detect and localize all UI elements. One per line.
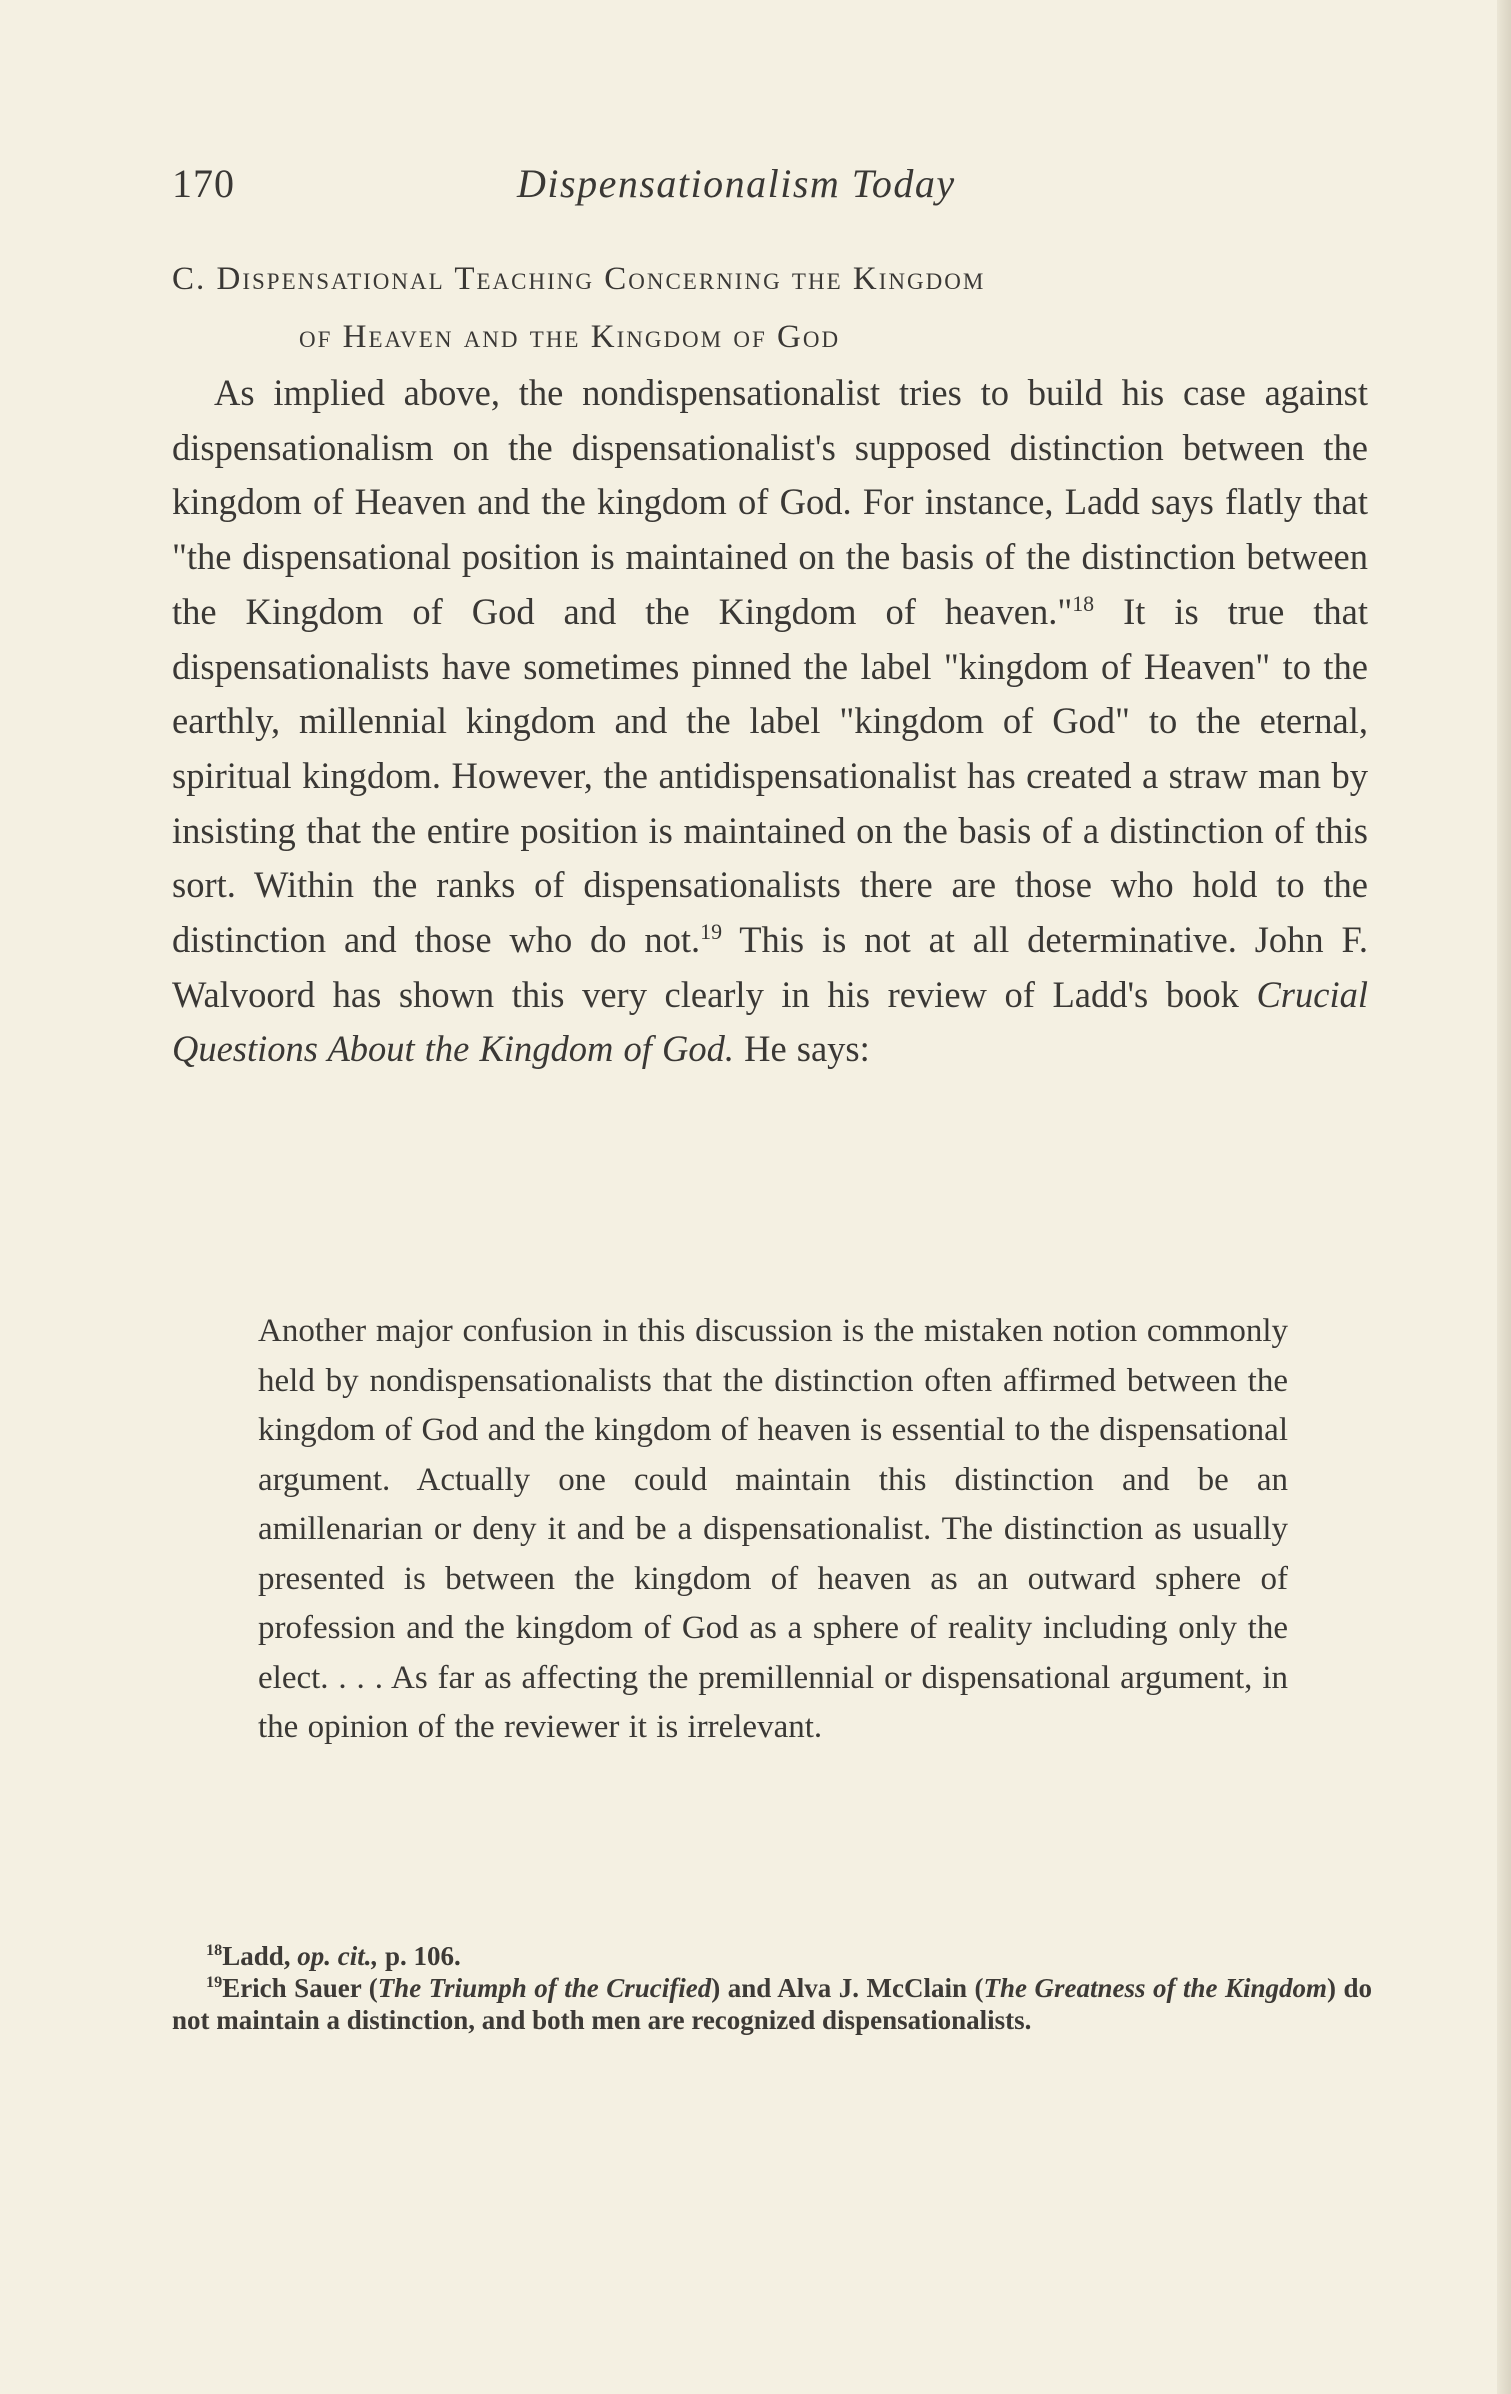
body-text-part: He says:	[733, 1028, 870, 1070]
footnote-text: p. 106.	[378, 1941, 461, 1971]
body-text-part: It is true that dispensationalists have sometimes pinned the label "kingdom of Heaven" to the earthly, millennial kingdom and the label "kingdom of God" to the eternal, spiritual kingdom. However, the antidispensationalist has created a straw man by insisting that the entire position is maintained on the basis of a distinction of this sort. Within the ranks of dispensationalists there are those who hold to the distinction and those who do not.	[172, 590, 1368, 961]
footnote-text: Erich Sauer (	[222, 1973, 378, 2003]
running-head	[172, 160, 1372, 220]
running-title: Dispensationalism Today	[517, 161, 956, 206]
footnote-italic: The Triumph of the Crucified	[377, 1973, 712, 2003]
footnote-italic: op. cit.,	[297, 1941, 379, 1971]
body-paragraph	[172, 366, 1368, 1077]
footnote-number: 18	[206, 1941, 223, 1959]
footnote-number: 19	[206, 1973, 223, 1991]
page-number: 170	[172, 161, 235, 206]
footnote-text: ) and Alva J. McClain (	[711, 1973, 984, 2003]
section-heading	[172, 250, 1372, 366]
footnote-text: ) do not maintain a distinction, and both men are recognized dispensationalists.	[172, 1973, 1372, 2035]
section-heading-line1: C. Dispensational Teaching Concerning the Kingdom	[172, 261, 986, 297]
footnote-italic: The Greatness of the Kingdom	[983, 1973, 1327, 2003]
page-edge	[1497, 0, 1511, 2394]
footnote-ref-18: 18	[1072, 590, 1095, 616]
book-title: Crucial Questions About the Kingdom of God.	[172, 973, 1368, 1070]
footnote-19	[172, 1972, 1372, 2036]
footnotes	[172, 1940, 1372, 2036]
footnote-text: Ladd,	[222, 1941, 298, 1971]
section-heading-line2: of Heaven and the Kingdom of God	[299, 319, 841, 355]
footnote-18	[172, 1940, 1372, 1972]
block-quote: Another major confusion in this discussion is the mistaken notion commonly held by nondispensationalists that the distinction often affirmed between the kingdom of God and the kingdom of heaven is essential to the dispensational argument. Actually one could maintain this distinction and be an amillenarian or deny it and be a dispensationalist. The distinction as usually presented is between the kingdom of heaven as an outward sphere of profession and the kingdom of God as a sphere of reality including only the elect. . . . As far as affecting the premillennial or dispensational argument, in the opinion of the reviewer it is irrelevant.	[258, 1313, 1288, 1745]
body-text-part: As implied above, the nondispensationalist tries to build his case against dispensationalism on the dispensationalist's supposed distinction between the kingdom of Heaven and the kingdom of God. For instance, Ladd says flatly that "the dispensational position is maintained on the basis of the distinction between the Kingdom of God and the Kingdom of heaven."	[172, 372, 1368, 632]
body-text-part: This is not at all determinative. John F. Walvoord has shown this very clearly in his review of Ladd's book	[172, 919, 1368, 1015]
footnote-ref-19: 19	[700, 918, 723, 944]
